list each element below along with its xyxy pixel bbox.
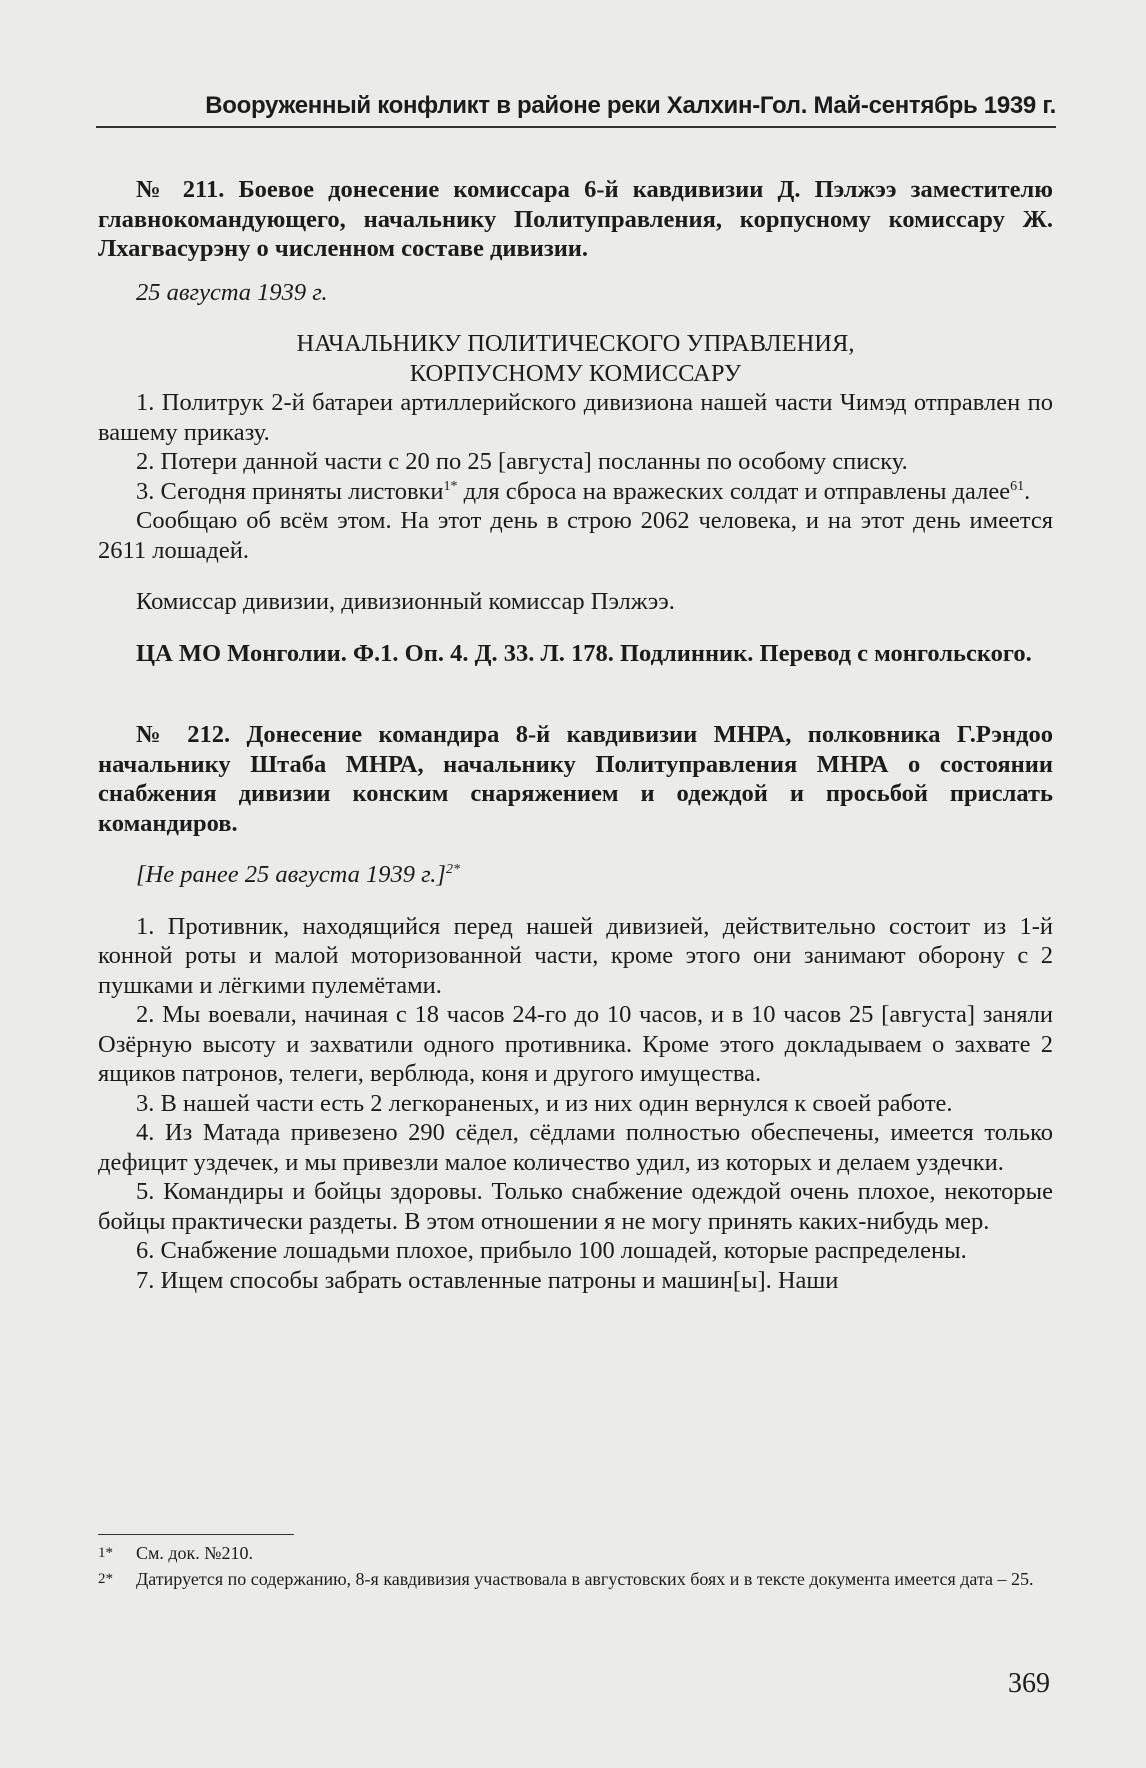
footnote-2-mark: 2* xyxy=(98,1571,113,1587)
doc-211-title: № 211. Боевое донесение комиссара 6-й кавдивизии Д. Пэлжээ заместителю главнокомандующего, начальнику Политуправления, корпусному комиссару Ж. Лхагвасурэну о численном составе дивизии. xyxy=(98,176,1053,262)
footnote-1-text: См. док. №210. xyxy=(136,1543,253,1563)
header-rule xyxy=(96,126,1056,128)
doc-211-date: 25 августа 1939 г. xyxy=(136,278,328,306)
footnote-1 xyxy=(98,1542,1053,1564)
endnote-ref-61: 61 xyxy=(1010,478,1025,494)
footnote-1-mark: 1* xyxy=(98,1545,113,1561)
doc-211-source: ЦА МО Монголии. Ф.1. Оп. 4. Д. 33. Л. 178. Подлинник. Перевод с монгольского. xyxy=(136,639,1032,667)
footnote-2 xyxy=(98,1568,1053,1590)
doc-211-signature: Комиссар дивизии, дивизионный комиссар Пэлжээ. xyxy=(136,588,675,615)
footnote-2-text: Датируется по содержанию, 8-я кавдивизия участвовала в августовских боях и в тексте документа имеется дата – 25. xyxy=(136,1569,1034,1589)
doc-211-addressee-line-2: КОРПУСНОМУ КОМИССАРУ xyxy=(409,359,742,387)
doc-211-paragraph-3-start: 3. Сегодня приняты листовки xyxy=(136,477,444,505)
footnote-ref-1: 1* xyxy=(443,478,458,494)
doc-211-addressee-line-1: НАЧАЛЬНИКУ ПОЛИТИЧЕСКОГО УПРАВЛЕНИЯ, xyxy=(296,330,855,357)
doc-212-paragraph-5: 5. Командиры и бойцы здоровы. Только снабжение одеждой очень плохое, некоторые бойцы практически раздеты. В этом отношении я не могу принять каких-нибудь мер. xyxy=(98,1178,1053,1235)
doc-212-paragraph-6: 6. Снабжение лошадьми плохое, прибыло 100 лошадей, которые распределены. xyxy=(136,1237,967,1264)
doc-211-paragraph-2: 2. Потери данной части с 20 по 25 [августа] посланны по особому списку. xyxy=(136,448,908,475)
doc-212-paragraph-1: 1. Противник, находящийся перед нашей дивизией, действительно состоит из 1-й конной роты и малой моторизованной части, кроме этого они занимают оборону с 2 пушками и лёгкими пулемётами. xyxy=(98,912,1053,999)
doc-212-date-text: [Не ранее 25 августа 1939 г.] xyxy=(136,861,446,888)
doc-211-paragraph-4: Сообщаю об всём этом. На этот день в строю 2062 человека, и на этот день имеется 2611 лошадей. xyxy=(98,507,1053,564)
page-content xyxy=(98,175,1053,1295)
footnotes xyxy=(98,1542,1053,1594)
doc-212-paragraph-4: 4. Из Матада привезено 290 сёдел, сёдлами полностью обеспечены, имеется только дефицит уздечек, и мы привезли малое количество удил, из которых и делаем уздечки. xyxy=(98,1119,1053,1176)
doc-212-paragraph-2: 2. Мы воевали, начиная с 18 часов 24-го до 10 часов, и в 10 часов 25 [августа] заняли Озёрную высоту и захватили одного противника. Кроме этого докладываем о захвате 2 ящиков патронов, телеги, верблюда, коня и другого имущества. xyxy=(98,1001,1053,1087)
doc-211-paragraph-3-end: . xyxy=(1024,477,1031,505)
doc-212-paragraph-3: 3. В нашей части есть 2 легкораненых, и из них один вернулся к своей работе. xyxy=(136,1089,953,1117)
page-number: 369 xyxy=(1008,1668,1050,1699)
doc-211-paragraph-1: 1. Политрук 2-й батареи артиллерийского дивизиона нашей части Чимэд отправлен по вашему приказу. xyxy=(98,389,1053,446)
doc-212-date xyxy=(98,860,1053,890)
doc-212-title: № 212. Донесение командира 8-й кавдивизии МНРА, полковника Г.Рэндоо начальнику Штаба МНРА, начальнику Политуправления МНРА о состоянии снабжения дивизии конским снаряжением и одеждой и просьбой прислать командиров. xyxy=(98,721,1053,837)
footnote-rule xyxy=(98,1534,294,1535)
running-header: Вооруженный конфликт в районе реки Халхин-Гол. Май-сентябрь 1939 г. xyxy=(205,92,1056,119)
footnote-ref-2: 2* xyxy=(445,861,460,877)
doc-211-paragraph-3 xyxy=(98,477,1053,507)
doc-211-paragraph-3-mid: для сброса на вражеских солдат и отправлены далее xyxy=(457,477,1011,505)
doc-212-paragraph-7: 7. Ищем способы забрать оставленные патроны и машин[ы]. Наши xyxy=(136,1266,839,1294)
